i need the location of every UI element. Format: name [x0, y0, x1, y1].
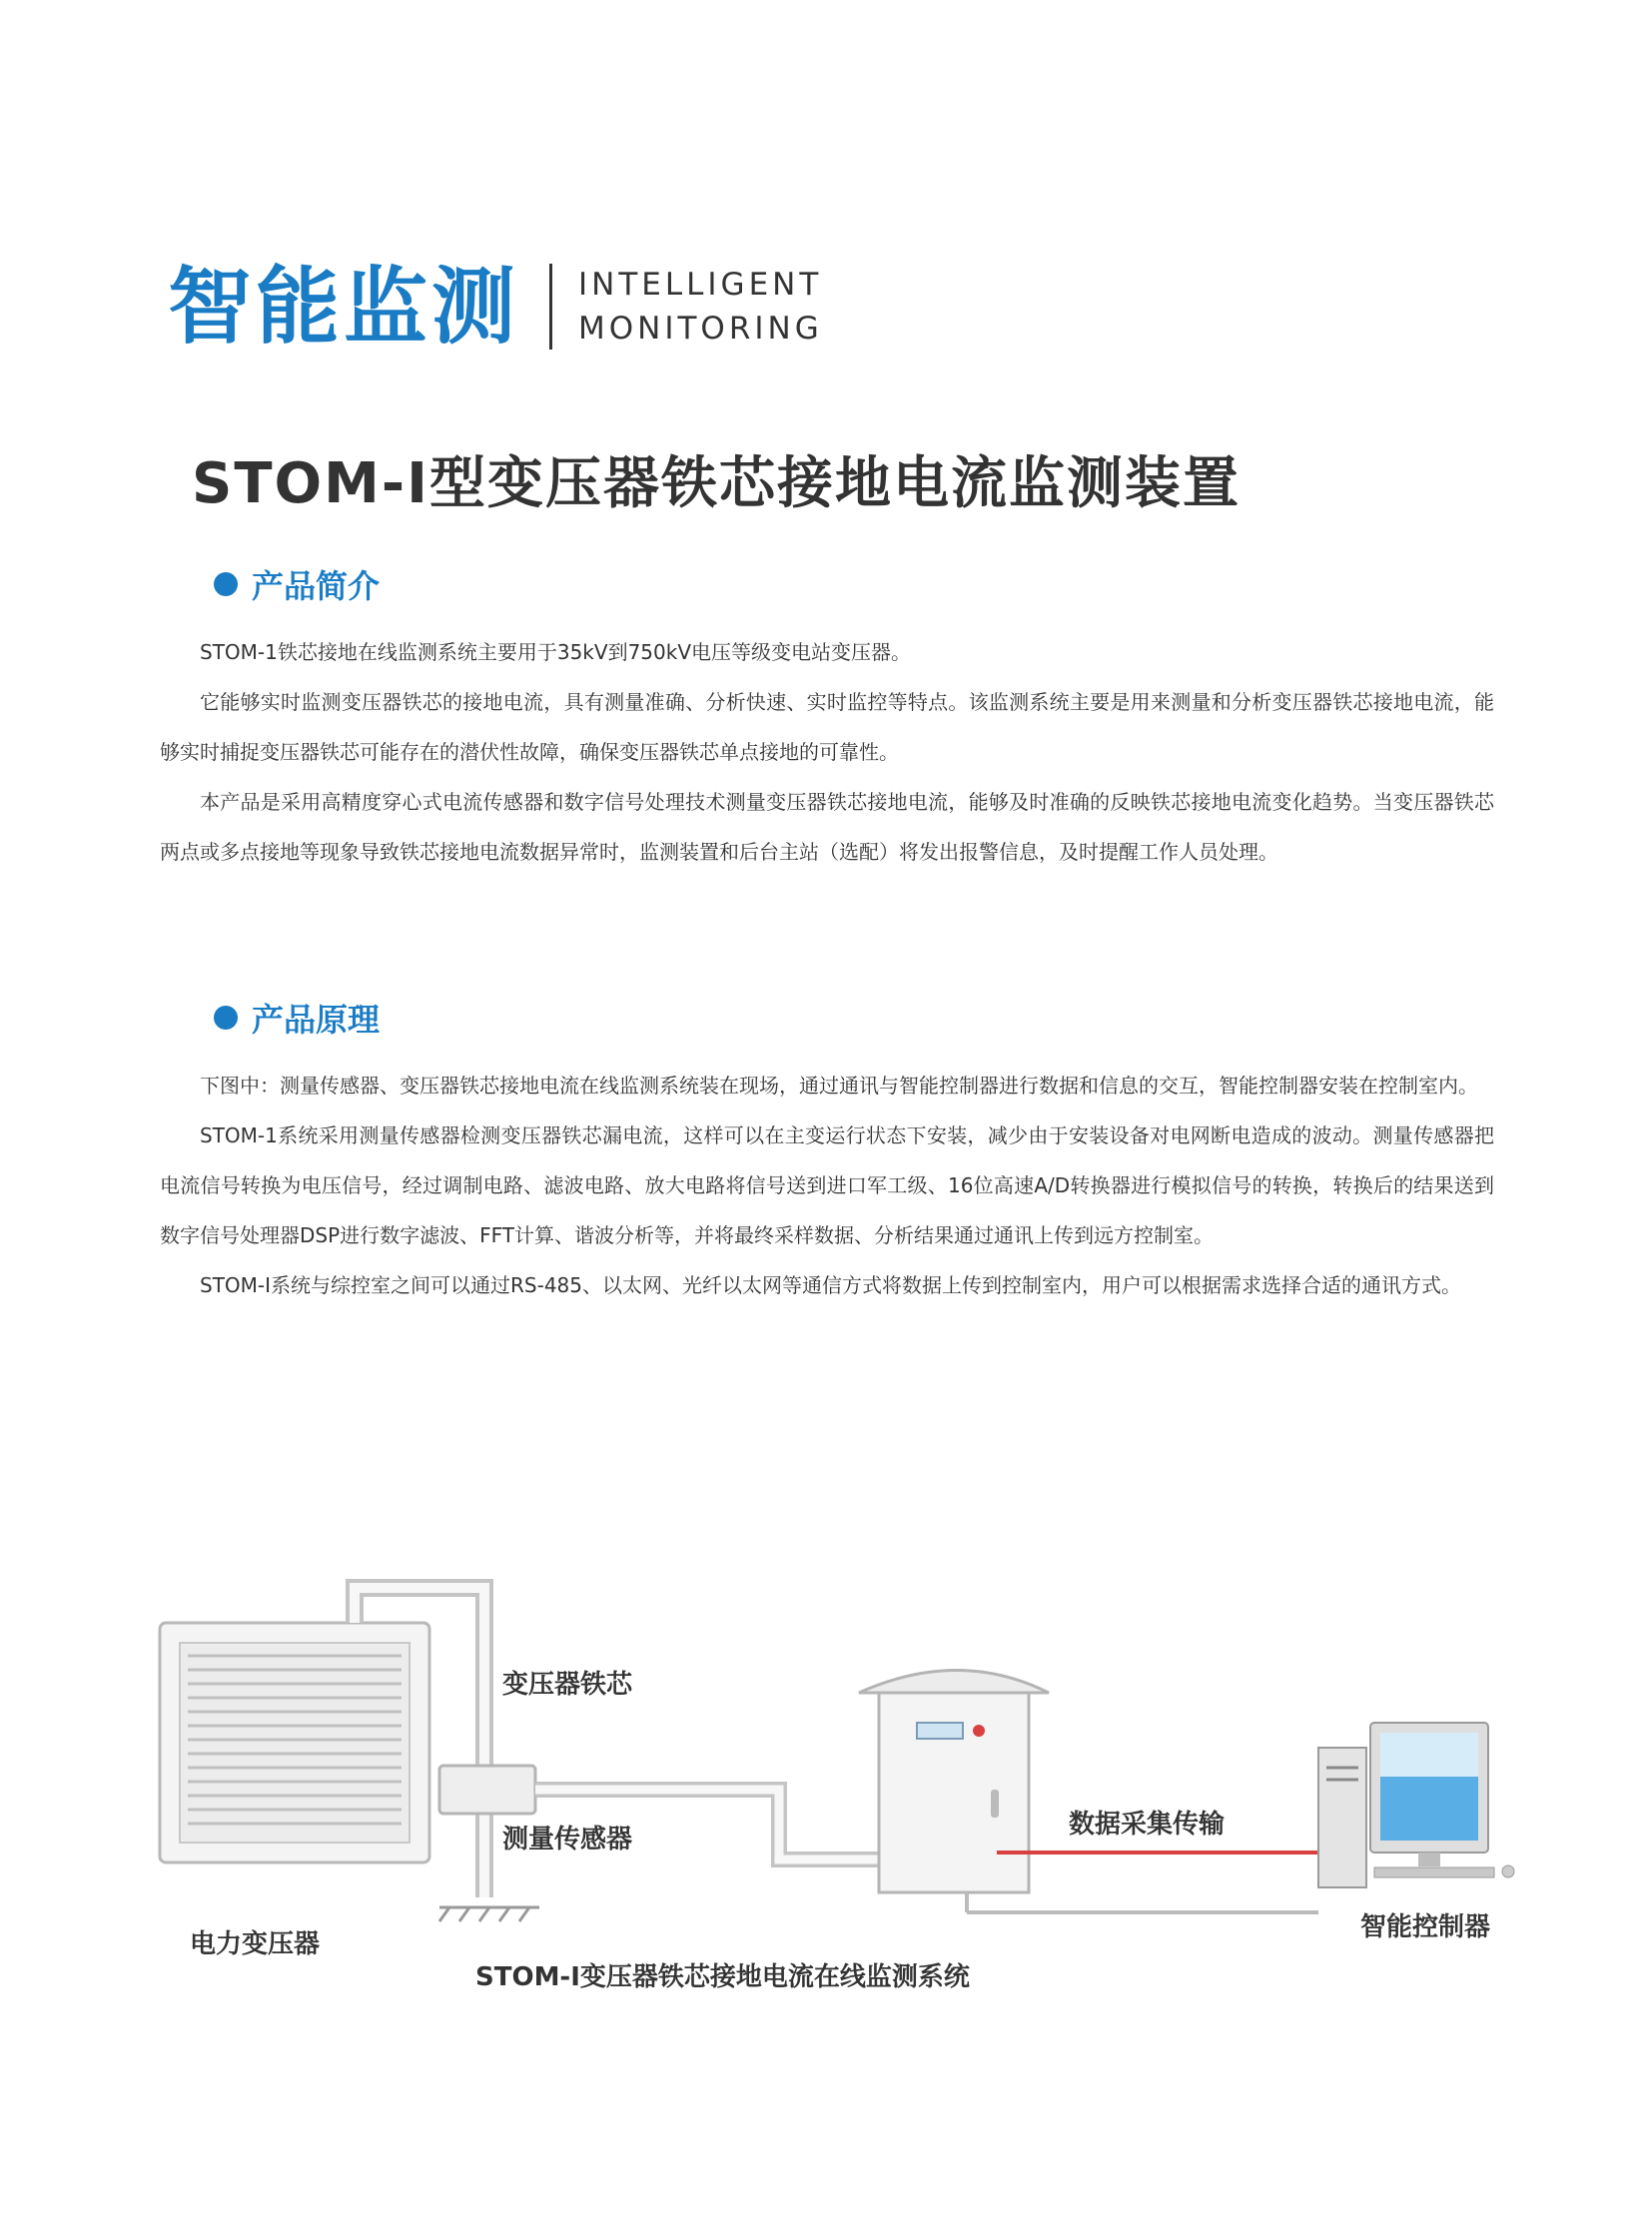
smart-controller-computer-icon: [1318, 1723, 1514, 1887]
section-heading-principle: [214, 995, 380, 1041]
brand-divider: [549, 264, 552, 350]
intro-paragraph: 本产品是采用高精度穿心式电流传感器和数字信号处理技术测量变压器铁芯接地电流，能够及时准确的反映铁芯接地电流变化趋势。当变压器铁芯两点或多点接地等现象导致铁芯接地电流数据异常时，监测装置和后台主站（选配）将发出报警信息，及时提醒工作人员处理。: [160, 790, 1494, 864]
ground-symbol-icon: [439, 1907, 539, 1921]
intro-paragraph: 它能够实时监测变压器铁芯的接地电流，具有测量准确、分析快速、实时监控等特点。该监测系统主要是用来测量和分析变压器铁芯接地电流，能够实时捕捉变压器铁芯可能存在的潜伏性故障，确保变压器铁芯单点接地的可靠性。: [160, 690, 1494, 764]
principle-paragraph: STOM-1系统采用测量传感器检测变压器铁芯漏电流，这样可以在主变运行状态下安装，减少由于安装设备对电网断电造成的波动。测量传感器把电流信号转换为电压信号，经过调制电路、滤波电路、放大电路将信号送到进口军工级、16位高速A/D转换器进行模拟信号的转换，转换后的结果送到数字信号处理器DSP进行数字滤波、FFT计算、谐波分析等，并将最终采样数据、分析结果通过通讯上传到远方控制室。: [160, 1123, 1494, 1247]
monitoring-cabinet-icon: [859, 1671, 1049, 1893]
bullet-dot-icon: [214, 572, 238, 596]
section-heading-label: 产品简介: [252, 567, 381, 605]
label-smart-controller: 智能控制器: [1360, 1912, 1491, 1942]
diagram-caption: STOM-I变压器铁芯接地电流在线监测系统: [475, 1962, 970, 1992]
bullet-dot-icon: [214, 1006, 238, 1030]
current-sensor-icon: [439, 1766, 535, 1814]
section-heading-intro: [214, 561, 380, 607]
brand-title-en-line2: MONITORING: [578, 311, 823, 347]
brand-title-en: [578, 263, 823, 351]
label-transformer-core: 变压器铁芯: [502, 1670, 633, 1700]
label-measurement-sensor: 测量传感器: [502, 1825, 633, 1855]
product-title: STOM-I型变压器铁芯接地电流监测装置: [192, 451, 1240, 516]
brand-title-cn: 智能监测: [168, 258, 520, 356]
label-data-transfer: 数据采集传输: [1069, 1810, 1226, 1840]
system-diagram: [140, 1498, 1538, 2017]
power-transformer-icon: [160, 1623, 429, 1862]
principle-body: [160, 1061, 1494, 1310]
system-diagram-svg: [140, 1498, 1538, 2017]
principle-paragraph: STOM-I系统与综控室之间可以通过RS-485、以太网、光纤以太网等通信方式将数据上传到控制室内，用户可以根据需求选择合适的通讯方式。: [200, 1273, 1462, 1297]
principle-paragraph: 下图中：测量传感器、变压器铁芯接地电流在线监测系统装在现场，通过通讯与智能控制器进行数据和信息的交互，智能控制器安装在控制室内。: [200, 1074, 1478, 1098]
section-heading-label: 产品原理: [252, 1001, 381, 1039]
intro-body: [160, 627, 1494, 877]
label-power-transformer: 电力变压器: [190, 1929, 321, 1959]
intro-paragraph: STOM-1铁芯接地在线监测系统主要用于35kV到750kV电压等级变电站变压器。: [200, 640, 912, 664]
brand-header: [168, 258, 823, 356]
brand-title-en-line1: INTELLIGENT: [578, 267, 823, 303]
